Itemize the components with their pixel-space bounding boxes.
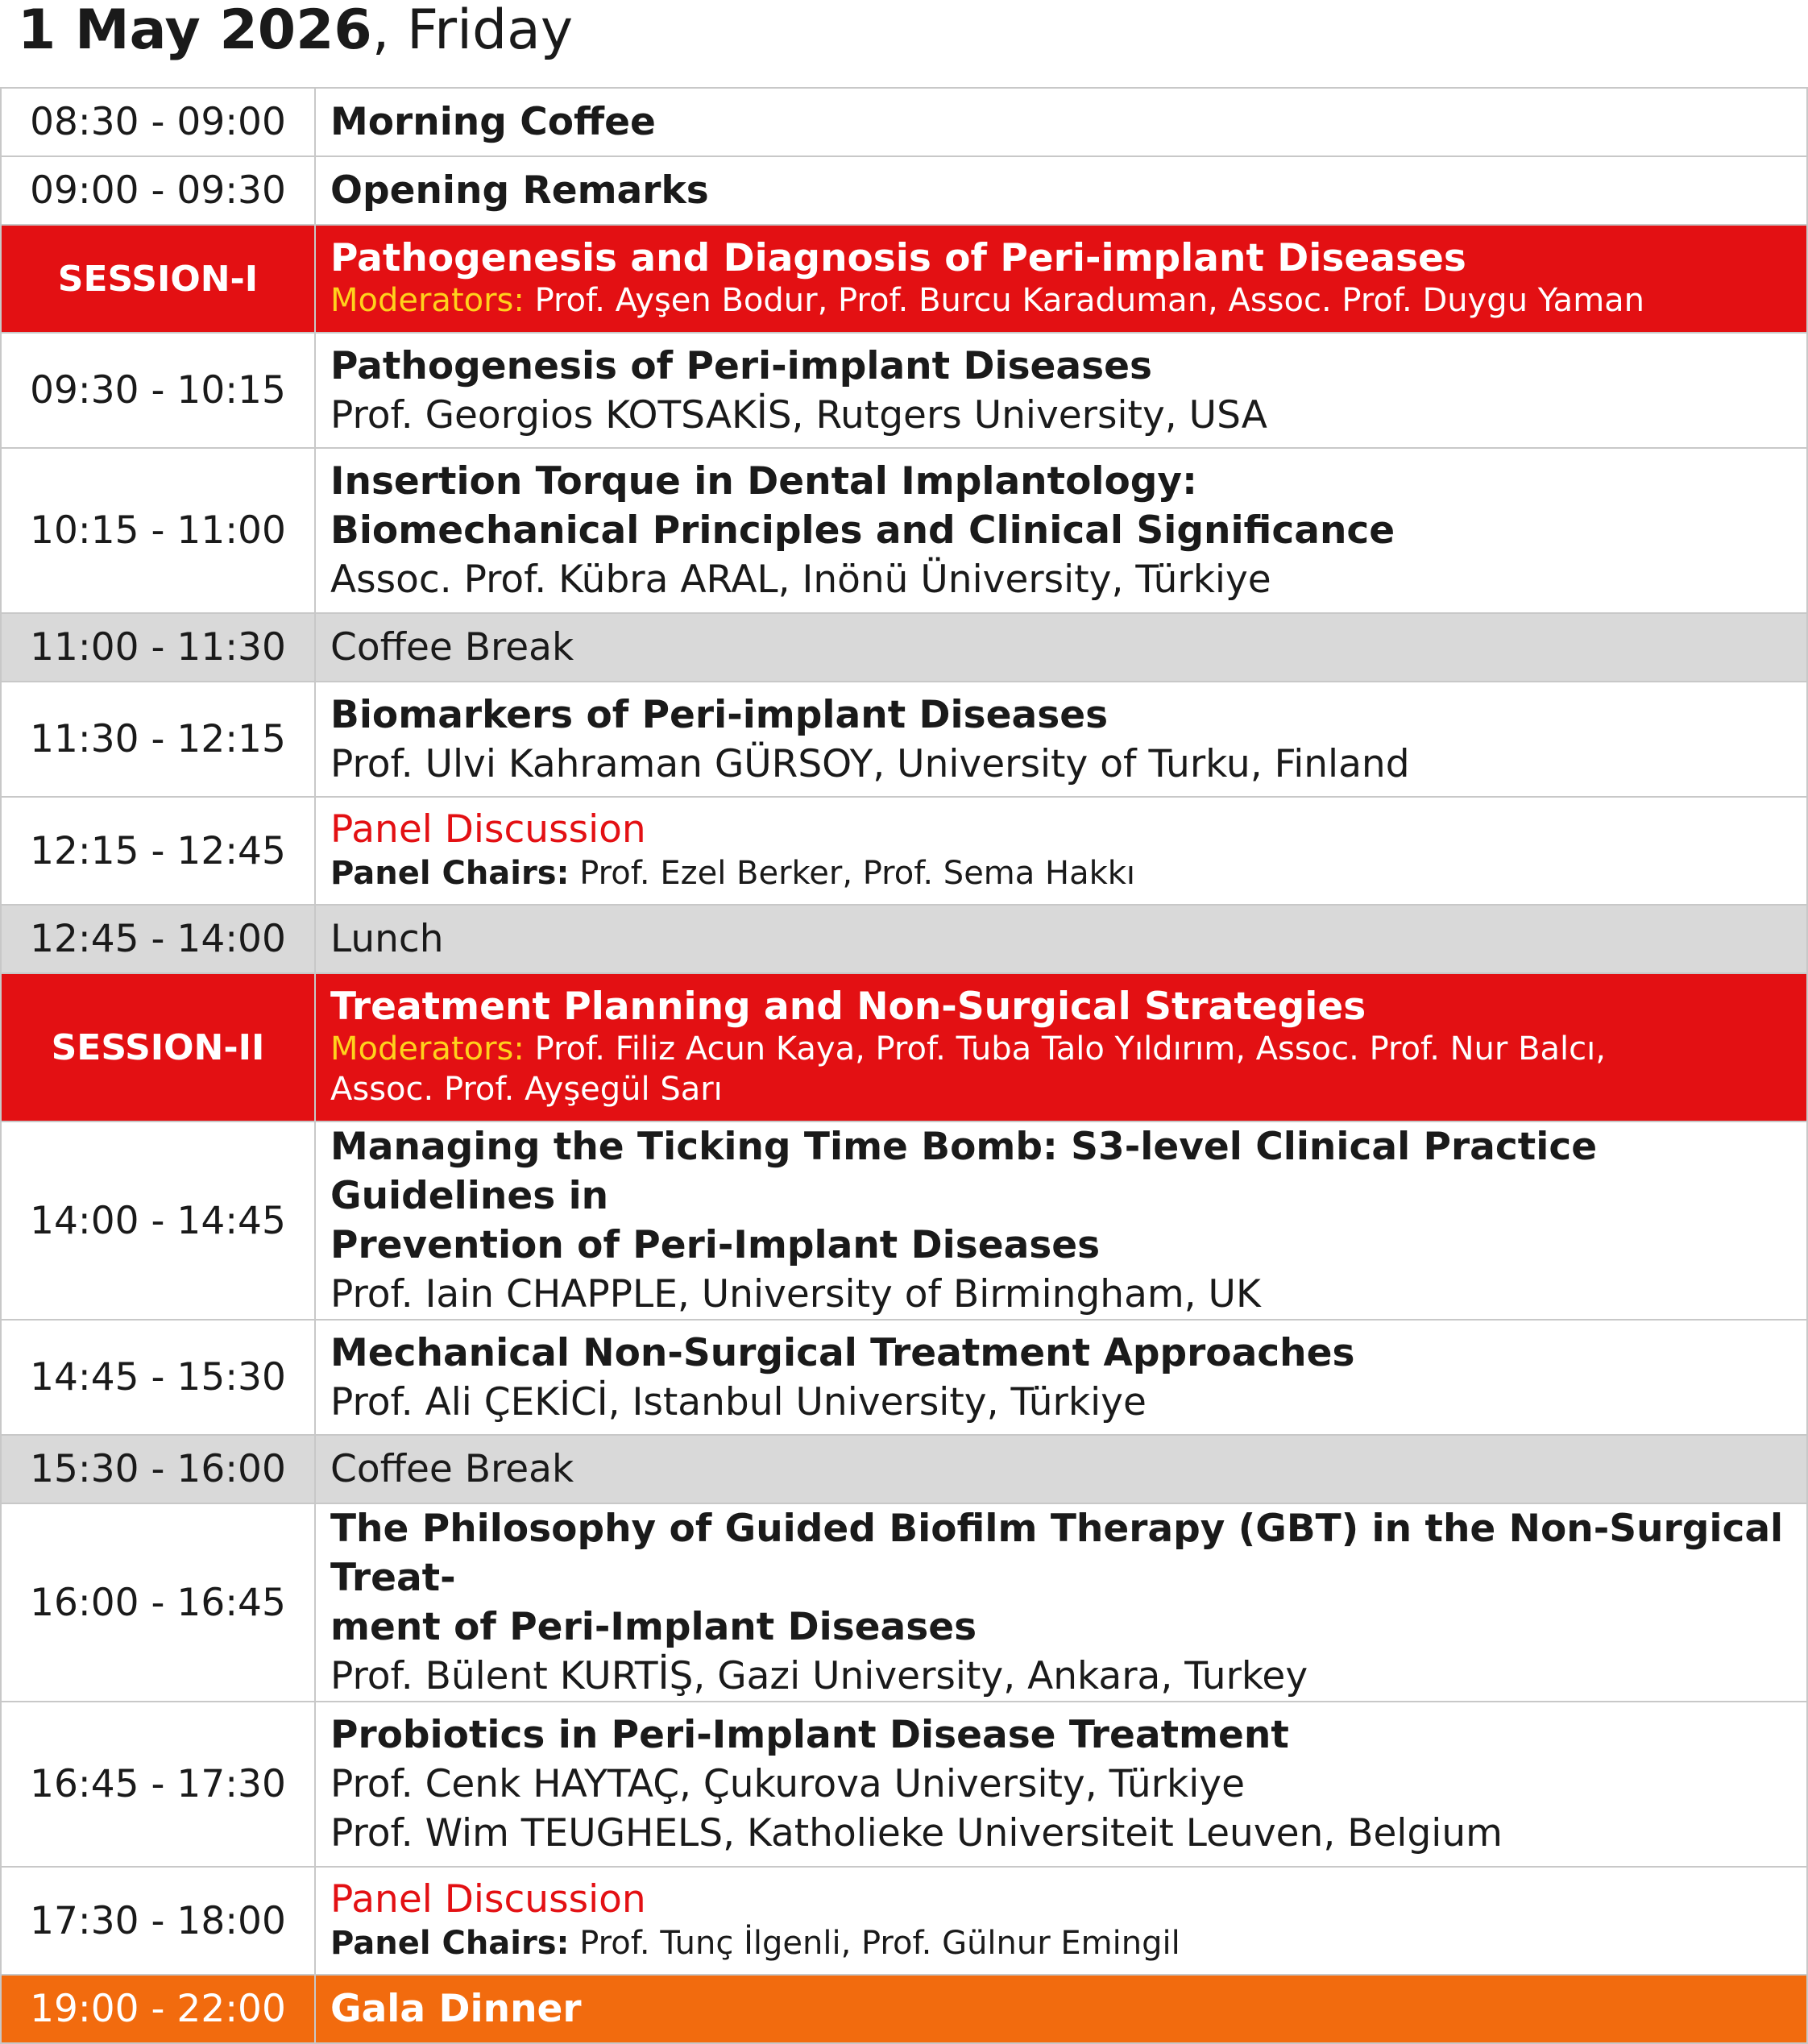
talk-title: The Philosophy of Guided Biofilm Therapy (GBT) in the Non-Surgical Treat- <box>330 1507 1784 1600</box>
talk-title: Pathogenesis of Peri-implant Diseases <box>330 343 1152 388</box>
talk-speaker: Assoc. Prof. Kübra ARAL, Inönü Üniversity, Türkiye <box>330 558 1271 602</box>
panel-chairs-label: Panel Chairs: <box>330 855 570 892</box>
talk-speaker-2: Prof. Wim TEUGHELS, Katholieke Universiteit Leuven, Belgium <box>330 1811 1503 1855</box>
break-title: Coffee Break <box>330 625 574 670</box>
session-moderators-line2: Assoc. Prof. Ayşegül Sarı <box>330 1071 723 1108</box>
program-row <box>1 1503 1807 1702</box>
weekday-text: Friday <box>406 0 574 62</box>
moderators-names: Prof. Filiz Acun Kaya, Prof. Tuba Talo Yıldırım, Assoc. Prof. Nur Balcı, <box>534 1030 1606 1068</box>
content-cell <box>315 613 1807 682</box>
session-title: Pathogenesis and Diagnosis of Peri-implant Diseases <box>330 236 1466 280</box>
talk-speaker: Prof. Bülent KURTİŞ, Gazi University, Ankara, Turkey <box>330 1654 1308 1698</box>
program-row <box>1 1122 1807 1320</box>
program-row <box>1 1702 1807 1867</box>
talk-title-line2: Biomechanical Principles and Clinical Significance <box>330 508 1395 553</box>
panel-row <box>1 1867 1807 1975</box>
time-cell: 14:45 - 15:30 <box>1 1320 315 1435</box>
time-cell: 17:30 - 18:00 <box>1 1867 315 1975</box>
panel-row <box>1 797 1807 905</box>
item-title: Morning Coffee <box>330 100 656 144</box>
day-heading <box>18 0 573 87</box>
moderators-label: Moderators: <box>330 1030 525 1068</box>
panel-chairs <box>330 852 1798 894</box>
time-cell: 15:30 - 16:00 <box>1 1435 315 1503</box>
break-title: Lunch <box>330 917 444 961</box>
content-cell <box>315 1503 1807 1702</box>
talk-title: Biomarkers of Peri-implant Diseases <box>330 692 1109 737</box>
talk-speaker: Prof. Ali ÇEKİCİ, Istanbul University, Türkiye <box>330 1379 1147 1424</box>
content-cell <box>315 1122 1807 1320</box>
session-row <box>1 225 1807 333</box>
time-cell: 08:30 - 09:00 <box>1 88 315 156</box>
session-content <box>315 973 1807 1122</box>
content-cell <box>315 448 1807 613</box>
time-cell: 10:15 - 11:00 <box>1 448 315 613</box>
session-row <box>1 973 1807 1122</box>
content-cell <box>315 1867 1807 1975</box>
content-cell <box>315 797 1807 905</box>
time-cell: 12:15 - 12:45 <box>1 797 315 905</box>
talk-title-line2: Prevention of Peri-Implant Diseases <box>330 1223 1101 1267</box>
talk-title: Mechanical Non-Surgical Treatment Approaches <box>330 1330 1355 1375</box>
session-title: Treatment Planning and Non-Surgical Strategies <box>330 985 1366 1029</box>
talk-title: Probiotics in Peri-Implant Disease Treatment <box>330 1713 1289 1757</box>
break-row <box>1 1435 1807 1503</box>
talk-speaker: Prof. Ulvi Kahraman GÜRSOY, University of Turku, Finland <box>330 741 1410 786</box>
session-moderators <box>330 1029 1798 1069</box>
talk-speaker: Prof. Iain CHAPPLE, University of Birmingham, UK <box>330 1272 1261 1316</box>
date-text: 1 May 2026 <box>18 0 372 62</box>
content-cell <box>315 1320 1807 1435</box>
time-cell: 19:00 - 22:00 <box>1 1975 315 2043</box>
talk-title: Managing the Ticking Time Bomb: S3-level Clinical Practice Guidelines in <box>330 1125 1598 1218</box>
time-cell: 14:00 - 14:45 <box>1 1122 315 1320</box>
gala-row <box>1 1975 1807 2043</box>
panel-chairs-names: Prof. Ezel Berker, Prof. Sema Hakkı <box>579 855 1136 892</box>
panel-title: Panel Discussion <box>330 1877 646 1922</box>
program-row <box>1 1320 1807 1435</box>
program-row <box>1 448 1807 613</box>
content-cell <box>315 88 1807 156</box>
date-separator: , <box>371 0 390 62</box>
item-title: Opening Remarks <box>330 168 709 213</box>
talk-speaker: Prof. Cenk HAYTAÇ, Çukurova University, Türkiye <box>330 1762 1245 1806</box>
program-row <box>1 333 1807 448</box>
session-moderators <box>330 280 1798 321</box>
moderators-label: Moderators: <box>330 282 525 319</box>
program-table <box>0 87 1808 2044</box>
talk-speaker: Prof. Georgios KOTSAKİS, Rutgers University, USA <box>330 392 1267 437</box>
program-row <box>1 88 1807 156</box>
content-cell <box>315 682 1807 797</box>
content-cell <box>315 333 1807 448</box>
program-row <box>1 682 1807 797</box>
break-row <box>1 905 1807 973</box>
panel-chairs-label: Panel Chairs: <box>330 1925 570 1962</box>
content-cell <box>315 1975 1807 2043</box>
program-row <box>1 156 1807 225</box>
time-cell: 16:00 - 16:45 <box>1 1503 315 1702</box>
content-cell <box>315 156 1807 225</box>
moderators-names: Prof. Ayşen Bodur, Prof. Burcu Karaduman, Assoc. Prof. Duygu Yaman <box>534 282 1645 319</box>
time-cell: 09:00 - 09:30 <box>1 156 315 225</box>
content-cell <box>315 905 1807 973</box>
break-title: Coffee Break <box>330 1447 574 1491</box>
talk-title: Insertion Torque in Dental Implantology: <box>330 459 1197 504</box>
session-content <box>315 225 1807 333</box>
content-cell <box>315 1435 1807 1503</box>
talk-title-line2: ment of Peri-Implant Diseases <box>330 1605 977 1649</box>
time-cell: 11:30 - 12:15 <box>1 682 315 797</box>
time-cell: 09:30 - 10:15 <box>1 333 315 448</box>
content-cell <box>315 1702 1807 1867</box>
session-label: SESSION-II <box>1 973 315 1122</box>
time-cell: 12:45 - 14:00 <box>1 905 315 973</box>
panel-title: Panel Discussion <box>330 807 646 852</box>
session-label: SESSION-I <box>1 225 315 333</box>
panel-chairs-names: Prof. Tunç İlgenli, Prof. Gülnur Emingil <box>579 1925 1180 1962</box>
gala-title: Gala Dinner <box>330 1987 582 2031</box>
break-row <box>1 613 1807 682</box>
time-cell: 11:00 - 11:30 <box>1 613 315 682</box>
time-cell: 16:45 - 17:30 <box>1 1702 315 1867</box>
panel-chairs <box>330 1922 1798 1964</box>
